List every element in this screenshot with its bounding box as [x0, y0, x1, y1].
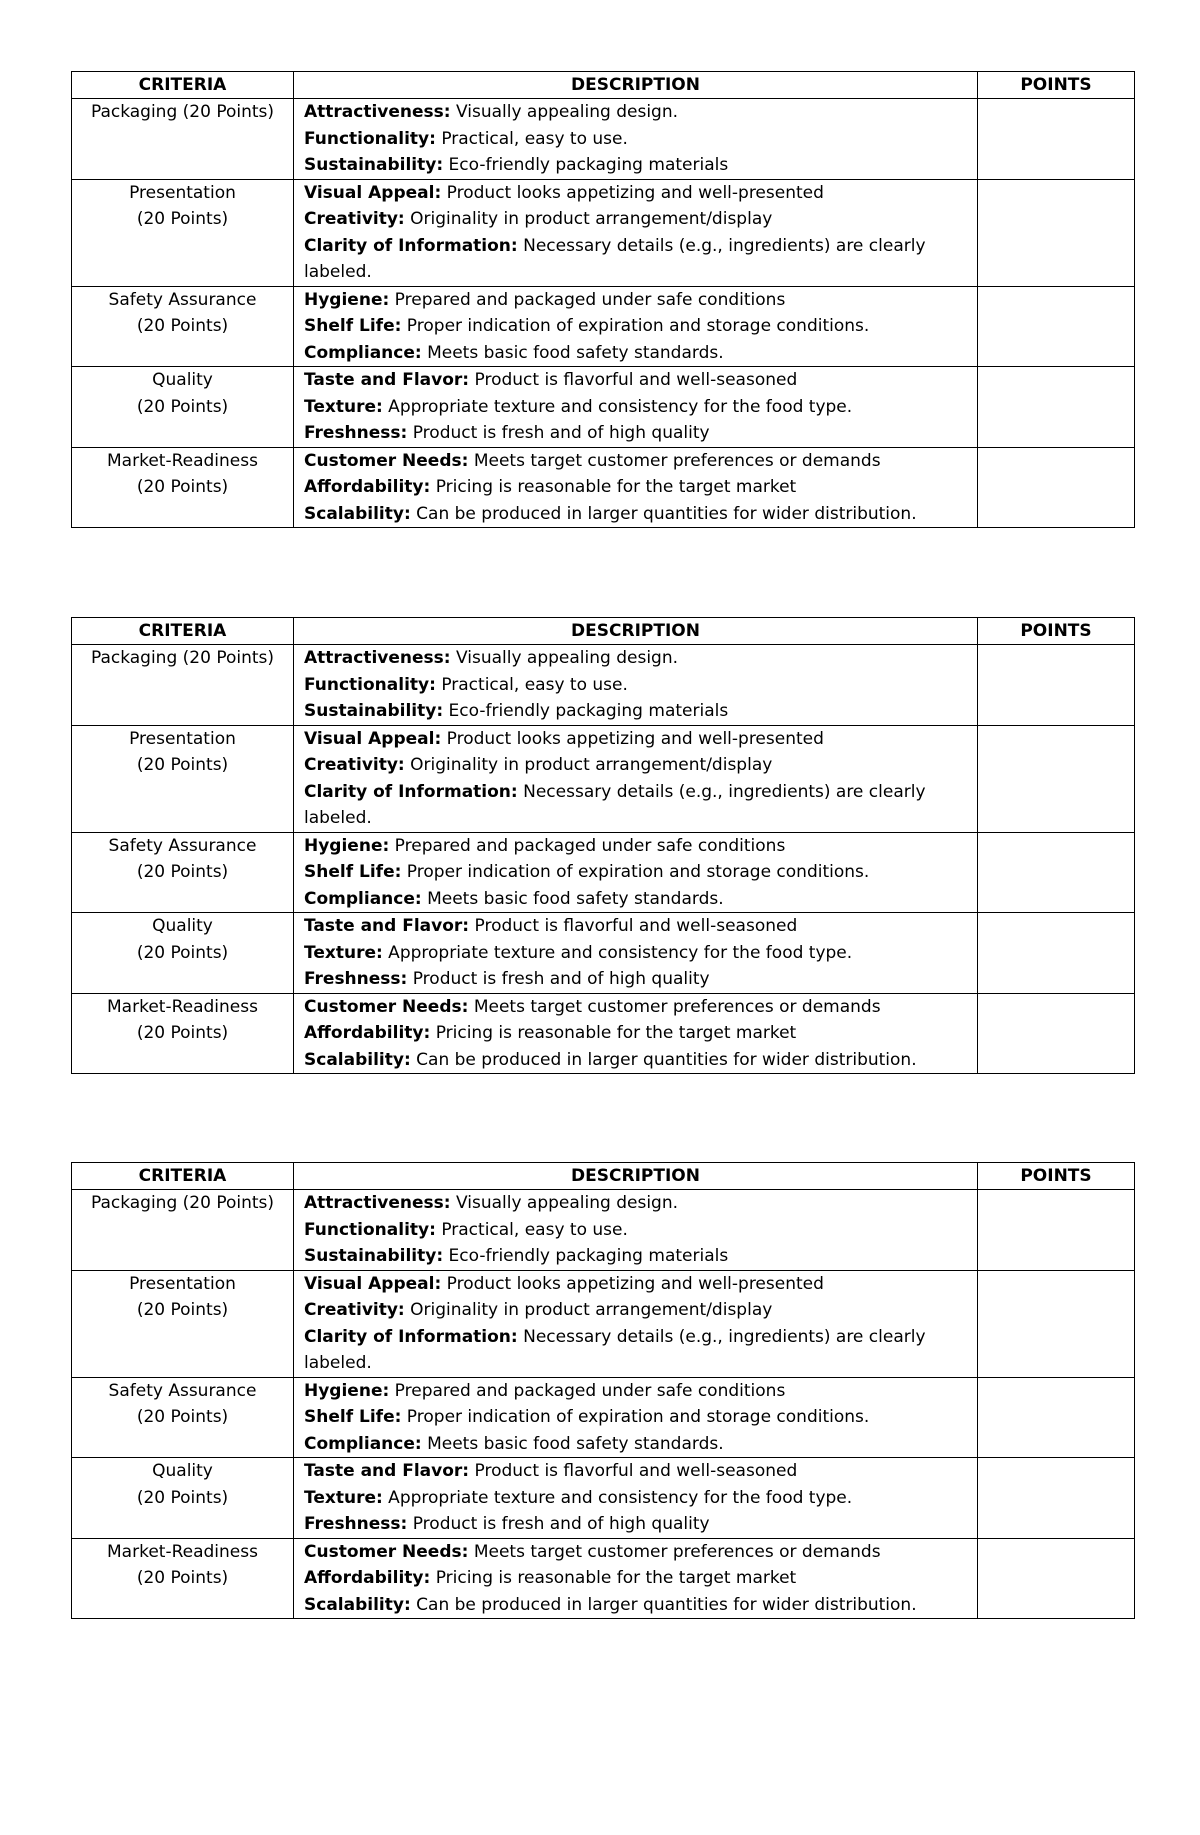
description-text: Visually appealing design. — [450, 648, 679, 668]
description-term: Customer Needs: — [304, 450, 469, 471]
description-item — [304, 1217, 977, 1244]
description-item — [304, 779, 977, 832]
criteria-label: (20 Points) — [136, 1407, 229, 1427]
description-term: Compliance: — [304, 1433, 422, 1454]
description-term: Compliance: — [304, 342, 422, 363]
description-cell — [294, 832, 978, 913]
description-term: Sustainability: — [304, 155, 444, 175]
description-item — [304, 672, 977, 699]
description-item — [304, 1297, 977, 1324]
criteria-cell — [72, 913, 294, 994]
description-item — [304, 1404, 977, 1431]
description-text: Product is flavorful and well-seasoned — [469, 916, 798, 936]
description-item — [304, 1020, 977, 1047]
criteria-label: (20 Points) — [136, 1300, 229, 1320]
header-row — [72, 72, 1135, 99]
description-item — [304, 966, 977, 993]
description-text: Necessary details (e.g., ingredients) are clearly labeled. — [304, 235, 926, 282]
description-text: Practical, easy to use. — [435, 128, 628, 149]
criteria-label: (20 Points) — [136, 755, 229, 775]
criteria-label: Safety Assurance — [108, 1380, 257, 1401]
description-text: Eco-friendly packaging materials — [443, 1246, 729, 1266]
description-text: Appropriate texture and consistency for the food type. — [382, 942, 853, 963]
points-input-cell[interactable] — [978, 913, 1135, 994]
rubric-body — [72, 1190, 1135, 1619]
criteria-label: Quality — [152, 1461, 213, 1481]
description-term: Functionality: — [304, 128, 436, 149]
description-term: Hygiene: — [304, 1380, 390, 1401]
description-item — [304, 859, 977, 886]
rubric-row — [72, 1190, 1135, 1271]
description-item — [304, 1565, 977, 1592]
criteria-label: Presentation — [129, 182, 236, 203]
criteria-label: (20 Points) — [136, 396, 229, 417]
description-item — [304, 340, 977, 367]
description-term: Scalability: — [304, 1049, 411, 1070]
description-term: Sustainability: — [304, 701, 444, 721]
description-term: Attractiveness: — [304, 648, 451, 668]
description-term: Taste and Flavor: — [304, 916, 470, 936]
criteria-label: Presentation — [129, 728, 236, 749]
description-text: Prepared and packaged under safe conditions — [389, 289, 786, 310]
points-header: POINTS — [978, 72, 1135, 99]
criteria-label: Market-Readiness — [107, 1541, 258, 1562]
description-text: Prepared and packaged under safe conditions — [389, 835, 786, 856]
description-item — [304, 233, 977, 286]
description-text: Meets basic food safety standards. — [421, 1433, 724, 1454]
description-term: Affordability: — [304, 1023, 431, 1043]
points-input-cell[interactable] — [978, 1190, 1135, 1271]
description-term: Functionality: — [304, 1219, 436, 1240]
points-input-cell[interactable] — [978, 645, 1135, 726]
description-text: Eco-friendly packaging materials — [443, 701, 729, 721]
points-input-cell[interactable] — [978, 367, 1135, 448]
description-cell — [294, 993, 978, 1074]
criteria-cell — [72, 99, 294, 180]
points-input-cell[interactable] — [978, 725, 1135, 832]
criteria-header: CRITERIA — [72, 618, 294, 645]
rubric-row — [72, 1377, 1135, 1458]
description-item — [304, 126, 977, 153]
description-cell — [294, 1458, 978, 1539]
description-text: Meets basic food safety standards. — [421, 888, 724, 909]
description-cell — [294, 179, 978, 286]
rubric-row — [72, 725, 1135, 832]
points-header: POINTS — [978, 1163, 1135, 1190]
description-term: Clarity of Information: — [304, 781, 518, 802]
description-item — [304, 886, 977, 913]
description-term: Scalability: — [304, 503, 411, 524]
criteria-header: CRITERIA — [72, 72, 294, 99]
description-item — [304, 1539, 977, 1566]
description-term: Affordability: — [304, 477, 431, 497]
description-item — [304, 1485, 977, 1512]
criteria-cell — [72, 367, 294, 448]
points-input-cell[interactable] — [978, 832, 1135, 913]
description-cell — [294, 367, 978, 448]
description-text: Can be produced in larger quantities for wider distribution. — [410, 1049, 917, 1070]
description-item — [304, 206, 977, 233]
description-text: Pricing is reasonable for the target market — [430, 1568, 797, 1588]
description-item — [304, 1047, 977, 1074]
description-item — [304, 180, 977, 207]
description-text: Eco-friendly packaging materials — [443, 155, 729, 175]
description-text: Visually appealing design. — [450, 1193, 679, 1213]
rubric-row — [72, 993, 1135, 1074]
description-term: Functionality: — [304, 674, 436, 695]
description-text: Product looks appetizing and well-presented — [441, 728, 824, 749]
criteria-cell — [72, 1377, 294, 1458]
description-text: Product looks appetizing and well-presented — [441, 182, 824, 203]
criteria-cell — [72, 179, 294, 286]
description-term: Sustainability: — [304, 1246, 444, 1266]
description-text: Product looks appetizing and well-presented — [441, 1273, 824, 1294]
criteria-label: Packaging (20 Points) — [90, 102, 275, 122]
description-item — [304, 726, 977, 753]
description-term: Customer Needs: — [304, 996, 469, 1017]
criteria-cell — [72, 1458, 294, 1539]
criteria-label: Safety Assurance — [108, 289, 257, 310]
criteria-label: Packaging (20 Points) — [90, 1193, 275, 1213]
description-item — [304, 1511, 977, 1538]
description-item — [304, 913, 977, 940]
description-term: Visual Appeal: — [304, 728, 442, 749]
description-text: Visually appealing design. — [450, 102, 679, 122]
criteria-label: (20 Points) — [136, 1023, 229, 1043]
rubric-row — [72, 1538, 1135, 1619]
description-text: Meets target customer preferences or demands — [468, 996, 881, 1017]
rubric-row — [72, 1458, 1135, 1539]
description-term: Freshness: — [304, 1514, 408, 1534]
description-cell — [294, 99, 978, 180]
criteria-cell — [72, 832, 294, 913]
description-term: Freshness: — [304, 423, 408, 443]
description-term: Taste and Flavor: — [304, 370, 470, 390]
description-text: Product is fresh and of high quality — [407, 969, 710, 989]
description-term: Shelf Life: — [304, 316, 402, 336]
criteria-label: Market-Readiness — [107, 996, 258, 1017]
description-item — [304, 1592, 977, 1619]
description-cell — [294, 1190, 978, 1271]
description-term: Scalability: — [304, 1594, 411, 1615]
criteria-cell — [72, 1538, 294, 1619]
description-item — [304, 501, 977, 528]
criteria-label: Presentation — [129, 1273, 236, 1294]
description-item — [304, 394, 977, 421]
description-cell — [294, 725, 978, 832]
criteria-label: (20 Points) — [136, 316, 229, 336]
description-cell — [294, 1538, 978, 1619]
description-term: Creativity: — [304, 209, 405, 229]
criteria-label: Quality — [152, 916, 213, 936]
description-text: Prepared and packaged under safe conditions — [389, 1380, 786, 1401]
description-item — [304, 313, 977, 340]
description-item — [304, 420, 977, 447]
description-text: Meets target customer preferences or demands — [468, 450, 881, 471]
description-term: Texture: — [304, 396, 383, 417]
description-item — [304, 1378, 977, 1405]
criteria-label: (20 Points) — [136, 862, 229, 882]
description-item — [304, 1431, 977, 1458]
points-input-cell[interactable] — [978, 1377, 1135, 1458]
description-term: Customer Needs: — [304, 1541, 469, 1562]
description-term: Freshness: — [304, 969, 408, 989]
description-text: Can be produced in larger quantities for wider distribution. — [410, 503, 917, 524]
rubric-row — [72, 179, 1135, 286]
points-input-cell[interactable] — [978, 179, 1135, 286]
criteria-cell — [72, 286, 294, 367]
description-text: Product is fresh and of high quality — [407, 1514, 710, 1534]
description-text: Originality in product arrangement/display — [404, 1300, 773, 1320]
rubric-row — [72, 447, 1135, 528]
description-cell — [294, 1270, 978, 1377]
points-input-cell[interactable] — [978, 286, 1135, 367]
description-item — [304, 448, 977, 475]
criteria-cell — [72, 645, 294, 726]
criteria-cell — [72, 447, 294, 528]
description-item — [304, 698, 977, 725]
points-input-cell[interactable] — [978, 1270, 1135, 1377]
criteria-label: (20 Points) — [136, 209, 229, 229]
description-term: Shelf Life: — [304, 862, 402, 882]
description-text: Product is fresh and of high quality — [407, 423, 710, 443]
description-term: Clarity of Information: — [304, 1326, 518, 1347]
description-text: Pricing is reasonable for the target market — [430, 1023, 797, 1043]
description-text: Originality in product arrangement/display — [404, 209, 773, 229]
criteria-cell — [72, 1190, 294, 1271]
description-term: Compliance: — [304, 888, 422, 909]
description-cell — [294, 645, 978, 726]
description-header: DESCRIPTION — [294, 72, 978, 99]
description-term: Shelf Life: — [304, 1407, 402, 1427]
points-input-cell[interactable] — [978, 99, 1135, 180]
rubric-body — [72, 645, 1135, 1074]
description-term: Taste and Flavor: — [304, 1461, 470, 1481]
header-row — [72, 618, 1135, 645]
description-text: Can be produced in larger quantities for wider distribution. — [410, 1594, 917, 1615]
description-term: Attractiveness: — [304, 102, 451, 122]
description-term: Texture: — [304, 942, 383, 963]
points-input-cell[interactable] — [978, 1538, 1135, 1619]
description-term: Creativity: — [304, 755, 405, 775]
description-header: DESCRIPTION — [294, 1163, 978, 1190]
criteria-label: Quality — [152, 370, 213, 390]
rubric-table-3 — [71, 1162, 1135, 1619]
description-term: Texture: — [304, 1487, 383, 1508]
description-item — [304, 1271, 977, 1298]
description-text: Proper indication of expiration and storage conditions. — [401, 862, 870, 882]
criteria-label: (20 Points) — [136, 1487, 229, 1508]
description-text: Proper indication of expiration and storage conditions. — [401, 316, 870, 336]
description-term: Attractiveness: — [304, 1193, 451, 1213]
description-item — [304, 1243, 977, 1270]
description-term: Creativity: — [304, 1300, 405, 1320]
description-item — [304, 1458, 977, 1485]
description-text: Proper indication of expiration and storage conditions. — [401, 1407, 870, 1427]
criteria-header: CRITERIA — [72, 1163, 294, 1190]
points-input-cell[interactable] — [978, 1458, 1135, 1539]
criteria-cell — [72, 725, 294, 832]
description-text: Meets target customer preferences or demands — [468, 1541, 881, 1562]
description-term: Affordability: — [304, 1568, 431, 1588]
description-term: Hygiene: — [304, 835, 390, 856]
points-input-cell[interactable] — [978, 993, 1135, 1074]
criteria-cell — [72, 1270, 294, 1377]
description-text: Necessary details (e.g., ingredients) are clearly labeled. — [304, 781, 926, 828]
description-item — [304, 833, 977, 860]
description-item — [304, 367, 977, 394]
rubric-row — [72, 645, 1135, 726]
description-item — [304, 752, 977, 779]
criteria-label: Packaging (20 Points) — [90, 648, 275, 668]
description-text: Necessary details (e.g., ingredients) are clearly labeled. — [304, 1326, 926, 1373]
criteria-label: (20 Points) — [136, 1568, 229, 1588]
criteria-label: Safety Assurance — [108, 835, 257, 856]
header-row — [72, 1163, 1135, 1190]
description-text: Pricing is reasonable for the target market — [430, 477, 797, 497]
description-cell — [294, 447, 978, 528]
rubric-body — [72, 99, 1135, 528]
description-text: Appropriate texture and consistency for the food type. — [382, 1487, 853, 1508]
rubric-row — [72, 1270, 1135, 1377]
criteria-label: (20 Points) — [136, 477, 229, 497]
description-item — [304, 1190, 977, 1217]
description-item — [304, 152, 977, 179]
description-text: Practical, easy to use. — [435, 674, 628, 695]
description-item — [304, 99, 977, 126]
description-text: Practical, easy to use. — [435, 1219, 628, 1240]
description-text: Originality in product arrangement/display — [404, 755, 773, 775]
description-item — [304, 645, 977, 672]
rubric-table-1 — [71, 71, 1135, 528]
description-item — [304, 287, 977, 314]
description-text: Product is flavorful and well-seasoned — [469, 1461, 798, 1481]
criteria-label: Market-Readiness — [107, 450, 258, 471]
rubric-table-2 — [71, 617, 1135, 1074]
description-header: DESCRIPTION — [294, 618, 978, 645]
description-text: Product is flavorful and well-seasoned — [469, 370, 798, 390]
description-cell — [294, 913, 978, 994]
criteria-cell — [72, 993, 294, 1074]
description-item — [304, 994, 977, 1021]
rubric-row — [72, 832, 1135, 913]
rubric-row — [72, 286, 1135, 367]
description-term: Hygiene: — [304, 289, 390, 310]
description-item — [304, 474, 977, 501]
description-cell — [294, 286, 978, 367]
description-item — [304, 940, 977, 967]
description-text: Meets basic food safety standards. — [421, 342, 724, 363]
description-cell — [294, 1377, 978, 1458]
description-item — [304, 1324, 977, 1377]
description-text: Appropriate texture and consistency for the food type. — [382, 396, 853, 417]
description-term: Visual Appeal: — [304, 182, 442, 203]
criteria-label: (20 Points) — [136, 942, 229, 963]
rubric-row — [72, 913, 1135, 994]
description-term: Visual Appeal: — [304, 1273, 442, 1294]
points-input-cell[interactable] — [978, 447, 1135, 528]
rubric-row — [72, 367, 1135, 448]
rubric-row — [72, 99, 1135, 180]
description-term: Clarity of Information: — [304, 235, 518, 256]
points-header: POINTS — [978, 618, 1135, 645]
